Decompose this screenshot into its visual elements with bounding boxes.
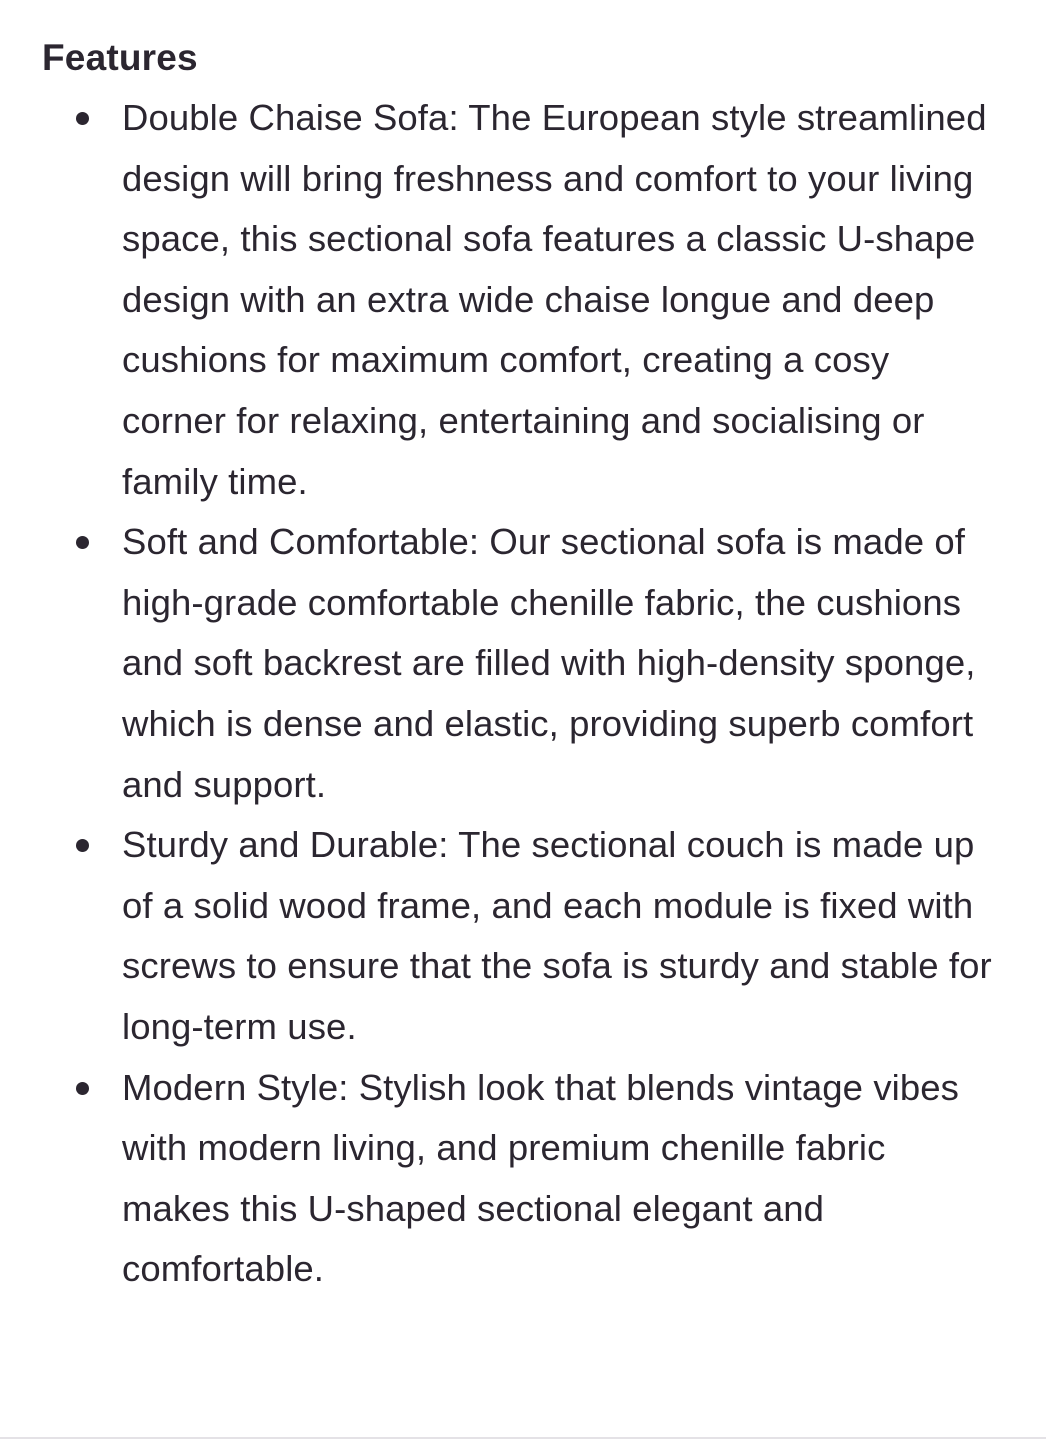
features-list (42, 88, 1002, 1300)
feature-text: Double Chaise Sofa: The European style streamlined design will bring freshness and comfort to your living space, this sectional sofa features a classic U-shape design with an extra wide chaise longue and deep cushions for maximum comfort, creating a cosy corner for relaxing, entertaining and socialising or family time. (122, 97, 987, 502)
bullet-icon (76, 839, 89, 852)
bullet-icon (76, 112, 89, 125)
feature-item-modern-style (42, 1058, 1002, 1300)
feature-text: Soft and Comfortable: Our sectional sofa is made of high-grade comfortable chenille fabric, the cushions and soft backrest are filled with high-density sponge, which is dense and elastic, providing superb comfort and support. (122, 521, 976, 805)
feature-text: Sturdy and Durable: The sectional couch is made up of a solid wood frame, and each module is fixed with screws to ensure that the sofa is sturdy and stable for long-term use. (122, 824, 992, 1047)
features-heading: Features (42, 37, 198, 78)
bullet-icon (76, 1082, 89, 1095)
feature-text: Modern Style: Stylish look that blends vintage vibes with modern living, and premium chenille fabric makes this U-shaped sectional elegant and comfortable. (122, 1066, 960, 1290)
bullet-icon (76, 536, 89, 549)
feature-item-double-chaise-sofa (42, 88, 1002, 512)
feature-item-sturdy-and-durable (42, 815, 1002, 1057)
features-section (42, 30, 1002, 1300)
feature-item-soft-and-comfortable (42, 512, 1002, 815)
section-divider (0, 1437, 1046, 1439)
